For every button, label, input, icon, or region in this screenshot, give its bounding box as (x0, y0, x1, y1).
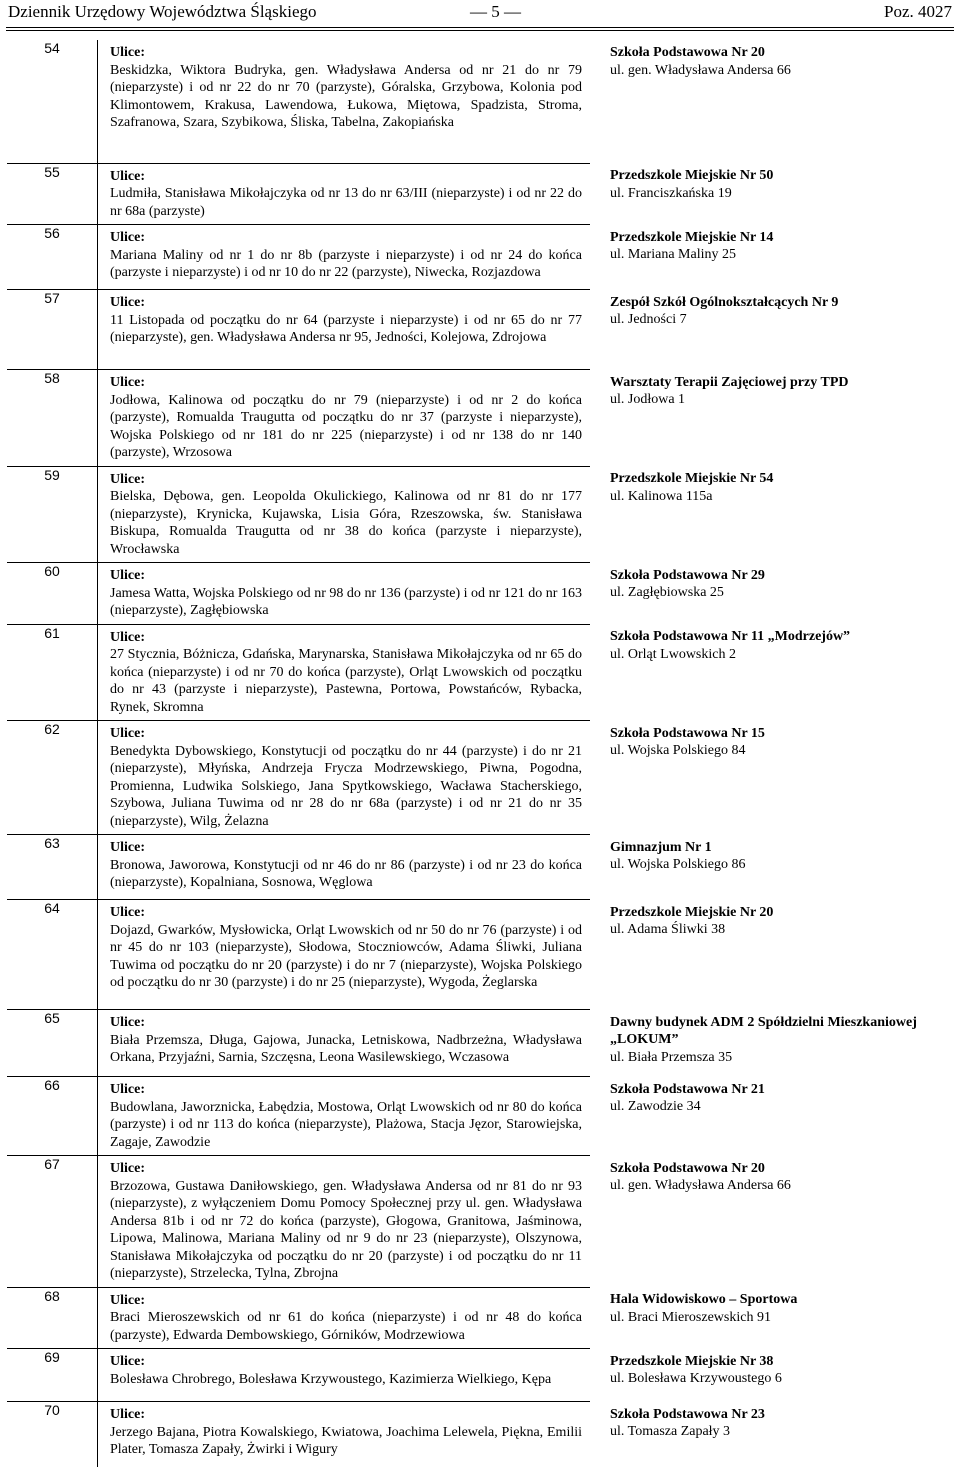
streets-label: Ulice: (110, 295, 145, 310)
streets-list: Jamesa Watta, Wojska Polskiego od nr 98 do nr 136 (parzyste) i od nr 121 do nr 163 (nieparzyste), Zagłębiowska (110, 585, 582, 618)
streets-cell (98, 1287, 591, 1349)
streets-label: Ulice: (110, 1354, 145, 1369)
streets-cell (98, 225, 591, 290)
polling-station-cell (590, 1077, 953, 1156)
polling-station-cell (590, 370, 953, 467)
streets-list: 27 Stycznia, Bóżnicza, Gdańska, Marynarska, Stanisława Mikołajczyka od nr 65 do końca (nieparzyste) i od nr 70 do końca (parzyste), Orląt Lwowskich od początku do nr 43 (parzyste i nieparzyste), Pastewna, Portowa, Powstańców, Rybacka, Rynek, Skromna (110, 647, 582, 715)
polling-station-address: ul. Zagłębiowska 25 (610, 585, 724, 600)
streets-label: Ulice: (110, 375, 145, 390)
streets-cell (98, 1010, 591, 1077)
polling-station-address: ul. Jodłowa 1 (610, 392, 686, 407)
streets-list: Braci Mieroszewskich od nr 61 do końca (nieparzyste) i od nr 48 do końca (parzyste), Edwarda Dembowskiego, Górników, Modrzewiowa (110, 1310, 582, 1343)
streets-list: 11 Listopada od początku do nr 64 (parzyste i nieparzyste) i od nr 65 do nr 77 (nieparzyste), gen. Władysława Andersa nr 95, Jedności, Kolejowa, Zdrojowa (110, 312, 582, 345)
journal-title: Dziennik Urzędowy Województwa Śląskiego (8, 2, 317, 21)
streets-label: Ulice: (110, 840, 145, 855)
polling-station-address: ul. gen. Władysława Andersa 66 (610, 62, 791, 78)
streets-cell (98, 835, 591, 900)
table-row (7, 370, 953, 467)
polling-station-address: ul. Mariana Maliny 25 (610, 247, 736, 262)
streets-cell (98, 40, 591, 163)
polling-station-address: ul. Zawodzie 34 (610, 1099, 701, 1114)
district-number: 67 (7, 1156, 98, 1288)
polling-station-name: Hala Widowiskowo – Sportowa (610, 1292, 798, 1307)
district-number: 57 (7, 290, 98, 370)
streets-cell (98, 1156, 591, 1288)
district-number: 59 (7, 466, 98, 563)
streets-cell (98, 624, 591, 721)
header-rule-double (6, 30, 954, 31)
district-number: 56 (7, 225, 98, 290)
streets-cell (98, 1349, 591, 1402)
streets-list: Mariana Maliny od nr 1 do nr 8b (parzyste i nieparzyste) i od nr 24 do końca (parzyste i nieparzyste) i od nr 10 do nr 22 (parzyste), Niwecka, Rozjazdowa (110, 247, 582, 280)
table-row (7, 624, 953, 721)
district-number: 70 (7, 1402, 98, 1467)
table-row (7, 1287, 953, 1349)
polling-station-name: Dawny budynek ADM 2 Spółdzielni Mieszkaniowej „LOKUM” (610, 1014, 917, 1047)
streets-label: Ulice: (110, 230, 145, 245)
streets-cell (98, 1402, 591, 1467)
table-row (7, 721, 953, 835)
streets-label: Ulice: (110, 568, 145, 583)
streets-cell (98, 1077, 591, 1156)
streets-list: Benedykta Dybowskiego, Konstytucji od początku do nr 44 (parzyste) i do nr 21 (nieparzyste), Młyńska, Andrzeja Frycza Modrzewskiego, Piwna, Pogodna, Promienna, Ludwika Solskiego, Jana Spytkowskiego, Wacława Stacherskiego, Szybowa, Juliana Tuwima od nr 28 do nr 68a (parzyste) i od nr 21 do nr 35 (nieparzyste), Wilg, Żelazna (110, 743, 582, 829)
streets-label: Ulice: (110, 45, 145, 60)
district-number: 61 (7, 624, 98, 721)
polling-station-cell (590, 563, 953, 625)
streets-list: Ludmiła, Stanisława Mikołajczyka od nr 13 do nr 63/III (nieparzyste) i od nr 22 do nr 68a (parzyste) (110, 186, 582, 219)
polling-station-cell (590, 163, 953, 225)
streets-list: Bielska, Dębowa, gen. Leopolda Okulickiego, Kalinowa od nr 81 do nr 177 (nieparzyste), Krynicka, Kujawska, Lisia Góra, Rzeszowska, św. Stanisława Biskupa, Romualda Traugutta od nr 38 do końca (parzyste i nieparzyste), Wrocławska (110, 489, 582, 557)
streets-list: Brzozowa, Gustawa Daniłowskiego, gen. Władysława Andersa od nr 81 do nr 93 (nieparzyste), z wyłączeniem Domu Pomocy Społecznej przy ul. gen. Władysława Andersa 81b i od nr 72 do końca (parzyste), Głogowa, Granitowa, Jaśminowa, Lipowa, Malinowa, Mariana Maliny od nr 9 do nr 23 (nieparzyste), Olszynowa, Stanisława Mikołajczyka od początku do nr 20 (parzyste) i od początku do nr 11 (nieparzyste), Strzelecka, Tylna, Zbrojna (110, 1178, 582, 1281)
streets-label: Ulice: (110, 471, 145, 487)
polling-station-address: ul. Biała Przemsza 35 (610, 1049, 733, 1065)
polling-station-name: Gimnazjum Nr 1 (610, 839, 712, 855)
district-number: 62 (7, 721, 98, 835)
header-rule (6, 27, 954, 28)
page-header (8, 2, 952, 24)
table-row (7, 563, 953, 625)
polling-station-address: ul. Wojska Polskiego 84 (610, 743, 746, 758)
district-number: 54 (7, 40, 98, 163)
table-row (7, 1156, 953, 1288)
streets-list: Bronowa, Jaworowa, Konstytucji od nr 46 do nr 86 (parzyste) i od nr 23 do końca (nieparzyste), Kopalniana, Sosnowa, Węglowa (110, 857, 582, 890)
streets-list: Bolesława Chrobrego, Bolesława Krzywoustego, Kazimierza Wielkiego, Kępa (110, 1371, 552, 1387)
polling-station-cell (590, 1287, 953, 1349)
district-number: 66 (7, 1077, 98, 1156)
streets-cell (98, 466, 591, 563)
table-row (7, 1402, 953, 1467)
polling-station-address: ul. Kalinowa 115a (610, 488, 713, 504)
streets-label: Ulice: (110, 629, 145, 645)
polling-station-name: Zespół Szkół Ogólnokształcących Nr 9 (610, 294, 839, 310)
streets-list: Jodłowa, Kalinowa od początku do nr 79 (nieparzyste) i od nr 2 do końca (parzyste), Romualda Traugutta od początku do nr 37 (parzyste i nieparzyste), Wojska Polskiego od nr 181 do nr 225 (nieparzyste) i od nr 138 do nr 140 (parzyste), Wrzosowa (110, 392, 582, 460)
polling-station-address: ul. Bolesława Krzywoustego 6 (610, 1371, 782, 1386)
streets-list: Beskidzka, Wiktora Budryka, gen. Władysława Andersa od nr 21 do nr 79 (nieparzyste) i od nr 22 do nr 70 (parzyste), Góralska, Grzybowa, Kolonia pod Klimontowem, Krakusa, Lawendowa, Łukowa, Miętowa, Spadzista, Stroma, Szafranowa, Szara, Szybikowa, Śliska, Tabelna, Zakopiańska (110, 62, 582, 130)
polling-station-address: ul. Braci Mieroszewskich 91 (610, 1309, 771, 1325)
streets-cell (98, 163, 591, 225)
polling-station-cell (590, 466, 953, 563)
polling-station-cell (590, 225, 953, 290)
polling-station-cell (590, 835, 953, 900)
polling-station-cell (590, 1402, 953, 1467)
streets-label: Ulice: (110, 1407, 145, 1422)
polling-station-address: ul. Wojska Polskiego 86 (610, 857, 746, 872)
streets-cell (98, 721, 591, 835)
table-row (7, 1010, 953, 1077)
polling-station-address: ul. Orląt Lwowskich 2 (610, 646, 736, 662)
polling-station-cell (590, 900, 953, 1010)
polling-station-name: Przedszkole Miejskie Nr 38 (610, 1353, 774, 1369)
table-row (7, 1077, 953, 1156)
polling-station-cell (590, 624, 953, 721)
streets-label: Ulice: (110, 1292, 145, 1308)
district-number: 63 (7, 835, 98, 900)
polling-station-name: Przedszkole Miejskie Nr 14 (610, 229, 774, 245)
polling-station-address: ul. Jedności 7 (610, 312, 687, 327)
polling-station-name: Szkoła Podstawowa Nr 23 (610, 1406, 765, 1422)
polling-station-address: ul. Franciszkańska 19 (610, 185, 732, 201)
district-number: 65 (7, 1010, 98, 1077)
table-row (7, 466, 953, 563)
table-row (7, 40, 953, 163)
polling-station-cell (590, 1010, 953, 1077)
polling-station-cell (590, 721, 953, 835)
page-number: — 5 — (470, 2, 521, 21)
polling-station-name: Warsztaty Terapii Zajęciowej przy TPD (610, 374, 849, 390)
polling-station-name: Przedszkole Miejskie Nr 20 (610, 904, 774, 920)
polling-station-address: ul. Tomasza Zapały 3 (610, 1424, 731, 1439)
streets-label: Ulice: (110, 1161, 145, 1176)
streets-cell (98, 290, 591, 370)
district-number: 58 (7, 370, 98, 467)
polling-station-name: Szkoła Podstawowa Nr 21 (610, 1081, 765, 1097)
streets-label: Ulice: (110, 1082, 145, 1097)
polling-station-cell (590, 40, 953, 163)
district-number: 60 (7, 563, 98, 625)
streets-label: Ulice: (110, 1015, 145, 1030)
streets-cell (98, 900, 591, 1010)
polling-station-name: Przedszkole Miejskie Nr 50 (610, 168, 774, 183)
polling-station-name: Szkoła Podstawowa Nr 15 (610, 725, 765, 741)
district-number: 69 (7, 1349, 98, 1402)
table-row (7, 835, 953, 900)
streets-list: Jerzego Bajana, Piotra Kowalskiego, Kwiatowa, Joachima Lelewela, Piękna, Emilii Plater, Tomasza Zapały, Żwirki i Wigury (110, 1424, 582, 1457)
polling-station-name: Szkoła Podstawowa Nr 20 (610, 1160, 765, 1176)
district-table (7, 40, 953, 1467)
district-number: 64 (7, 900, 98, 1010)
district-table-body (7, 40, 953, 1467)
polling-station-name: Szkoła Podstawowa Nr 11 „Modrzejów” (610, 629, 851, 644)
table-row (7, 225, 953, 290)
polling-station-cell (590, 290, 953, 370)
table-row (7, 163, 953, 225)
table-row (7, 900, 953, 1010)
district-number: 55 (7, 163, 98, 225)
streets-list: Budowlana, Jaworznicka, Łabędzia, Mostowa, Orląt Lwowskich od nr 80 do końca (parzyste) i od nr 113 do końca (nieparzyste), Plażowa, Stacja Jęzor, Starowiejska, Zagaje, Zawodzie (110, 1099, 582, 1150)
table-row (7, 1349, 953, 1402)
table-row (7, 290, 953, 370)
streets-label: Ulice: (110, 726, 145, 741)
polling-station-cell (590, 1349, 953, 1402)
streets-cell (98, 370, 591, 467)
streets-label: Ulice: (110, 905, 145, 920)
polling-station-name: Szkoła Podstawowa Nr 20 (610, 45, 765, 60)
streets-cell (98, 563, 591, 625)
streets-label: Ulice: (110, 168, 145, 184)
district-number: 68 (7, 1287, 98, 1349)
polling-station-address: ul. Adama Śliwki 38 (610, 922, 726, 937)
polling-station-cell (590, 1156, 953, 1288)
polling-station-name: Szkoła Podstawowa Nr 29 (610, 567, 765, 583)
polling-station-address: ul. gen. Władysława Andersa 66 (610, 1178, 791, 1193)
streets-list: Dojazd, Gwarków, Mysłowicka, Orląt Lwowskich od nr 50 do nr 76 (parzyste) i od nr 45 do nr 103 (nieparzyste), Słodowa, Stoczniowców, Adama Śliwki, Juliana Tuwima od początku do nr 20 (parzyste) i do nr 7 (nieparzyste), Wojska Polskiego od początku do nr 30 (parzyste) i do nr 25 (nieparzyste), Wygoda, Żeglarska (110, 922, 582, 990)
polling-station-name: Przedszkole Miejskie Nr 54 (610, 471, 774, 486)
streets-list: Biała Przemsza, Długa, Gajowa, Junacka, Letniskowa, Nadbrzeżna, Władysława Orkana, Przyjaźni, Sarnia, Szczęsna, Leona Wasilewskiego, Wczasowa (110, 1032, 582, 1065)
position-number: Poz. 4027 (884, 2, 952, 21)
